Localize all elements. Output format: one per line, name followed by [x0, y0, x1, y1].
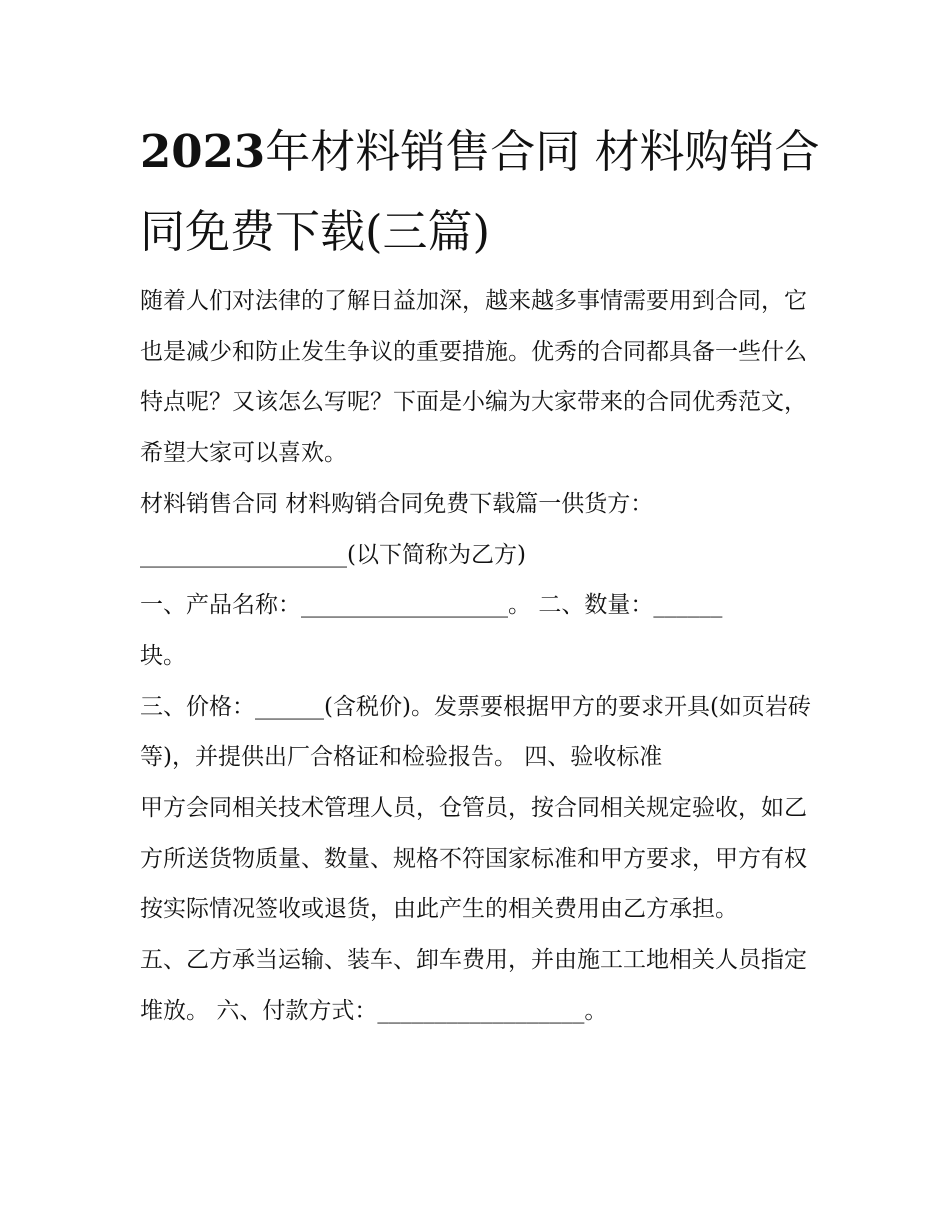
- clause-2-unit: 块。: [140, 642, 186, 669]
- supplier-blank: __________________: [140, 541, 347, 568]
- clause-2-blank: ______: [653, 592, 723, 619]
- clause-4-text: 甲方会同相关技术管理人员，仓管员，按合同相关规定验收，如乙方所送货物质量、数量、规格不符国家标准和甲方要求，甲方有权按实际情况签收或退货，由此产生的相关费用由乙方承担。: [140, 795, 807, 923]
- clause-6-end: 。: [584, 997, 608, 1024]
- clause-1-2: [140, 580, 812, 681]
- clause-3-blank: ______: [255, 693, 324, 720]
- clause-3-text: (含税价)。发票要根据甲方的要求开具(如页岩砖等)，并提供出厂合格证和检验报告。: [140, 693, 811, 771]
- supplier-line: [140, 530, 812, 581]
- clause-5-text: 五、乙方承当运输、装车、卸车费用，并由施工工地相关人员指定堆放。: [140, 947, 807, 1024]
- clause-3-4: [140, 682, 812, 936]
- clause-1-blank: __________________: [301, 592, 508, 619]
- title-year: 2023: [140, 125, 266, 178]
- clause-6-label: 六、付款方式：: [216, 997, 378, 1024]
- section-heading: 材料销售合同 材料购销合同免费下载篇一供货方：: [140, 490, 654, 517]
- intro-paragraph: 随着人们对法律的了解日益加深，越来越多事情需要用到合同，它也是减少和防止发生争议的重要措施。优秀的合同都具备一些什么特点呢？又该怎么写呢？下面是小编为大家带来的合同优秀范文，希望大家可以喜欢。: [140, 288, 807, 467]
- document-body: [140, 276, 812, 1037]
- title-text: 年材料销售合同 材料购销合同免费下载(三篇): [140, 125, 820, 258]
- document-title: [140, 112, 820, 272]
- clause-1-end: 。: [508, 592, 531, 619]
- clause-2-label: 二、数量：: [538, 592, 654, 619]
- clause-4-heading: 四、验收标准: [524, 744, 663, 771]
- clause-3-label: 三、价格：: [140, 693, 255, 720]
- supplier-suffix: (以下简称为乙方): [347, 541, 526, 568]
- clause-1-label: 一、产品名称：: [140, 592, 301, 619]
- clause-5-6: [140, 935, 812, 1036]
- clause-6-blank: __________________: [377, 997, 585, 1024]
